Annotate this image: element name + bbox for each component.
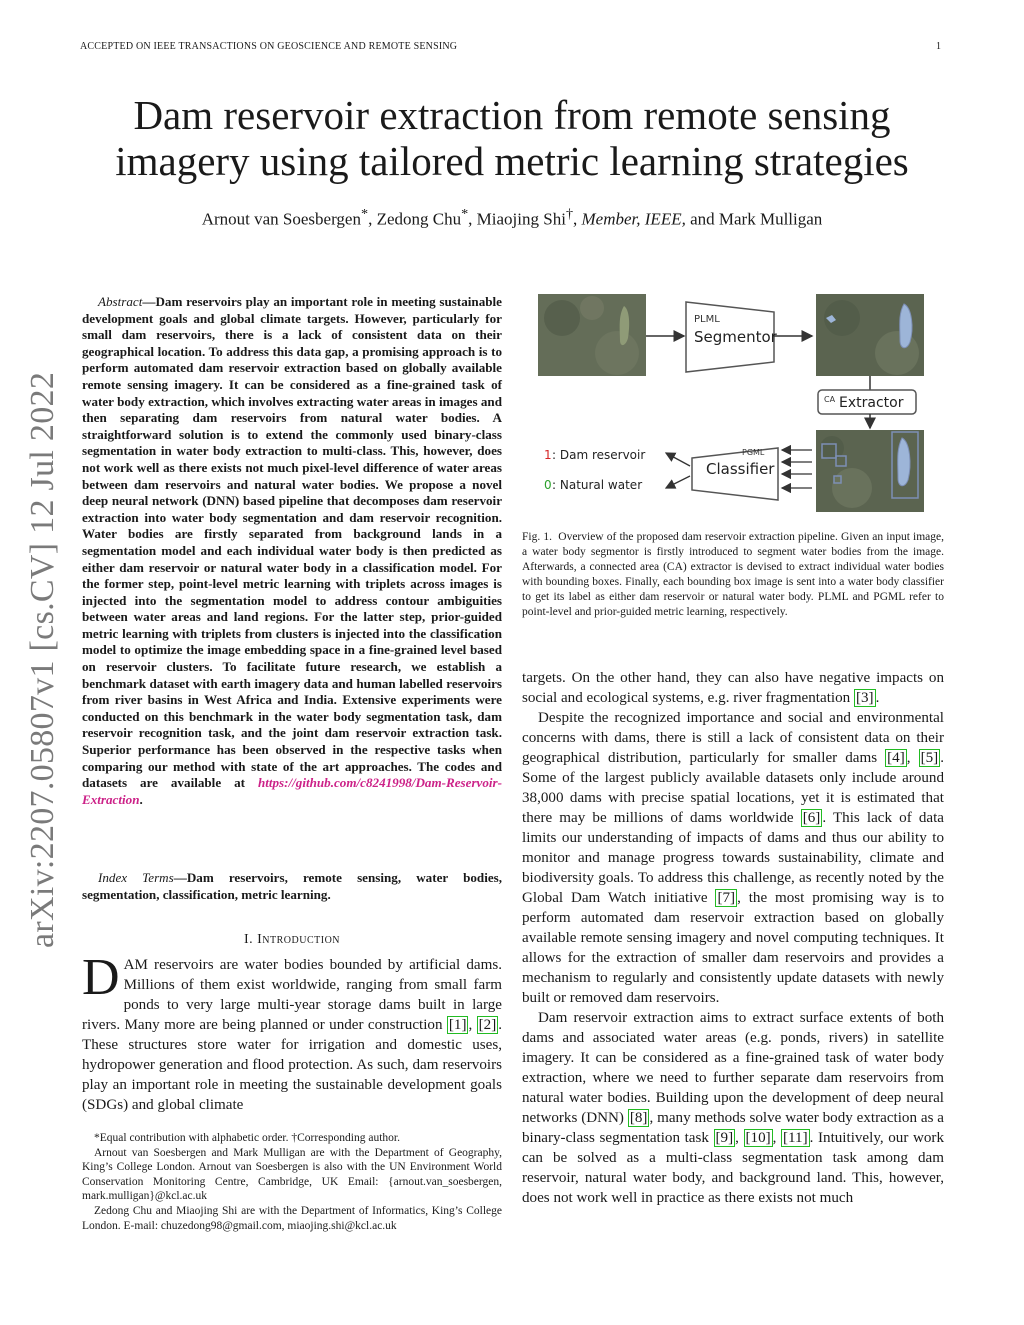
drop-cap: D [82,949,120,1006]
citation-link[interactable]: [1] [448,1017,467,1033]
citation-link[interactable]: [6] [802,810,821,826]
citation-link[interactable]: [2] [478,1017,497,1033]
section-title: Introduction [257,932,341,947]
paragraph-motivation: Despite the recognized importance and social and environmental concerns with dams, there is still a lack of consistent data on their geographical distribution, particularly for smaller dams [4] , [5] . Some of the largest publicly available datasets only include around 38,000 dams with precise spatial locations, yet it is estimated that there may be millions of dams worldwide [6] . This lack of data limits our understanding of impacts of dams and thus our ability to monitor and manage progress towards sustainability, climate and biodiversity goals. To address this challenge, as recently noted by the Global Dam Watch initiative [7] , the most promising way is to perform automated dam reservoir extraction based on globally available remote sensing imagery and novel computing techniques. It allows for the extraction of smaller dam reservoirs and provides a mechanism to regularly and consistently update datasets with newly built or removed dam reservoirs. [522,710,944,1006]
paragraph-continued: targets. On the other hand, they can also have negative impacts on social and ecological systems, e.g. river fragmentation [3] . [522,670,944,706]
segmentor-label: Segmentor [694,328,777,346]
author-1: Arnout van Soesbergen [201,209,361,229]
title-line-1: Dam reservoir extraction from remote sensing [133,92,891,138]
ca-extractor-block [818,390,916,414]
pgml-tag: PGML [742,448,765,457]
right-column-text [522,668,944,1208]
citation-link[interactable]: [9] [715,1130,734,1146]
classifier-label: Classifier [706,460,775,478]
input-satellite-image [538,294,646,376]
svg-text:: Dam reservoir: : Dam reservoir [552,448,646,462]
citation-link[interactable]: [5] [920,750,939,766]
plml-tag: PLML [694,314,720,325]
figure-caption [522,530,944,620]
figure-caption-text: Overview of the proposed dam reservoir extraction pipeline. Given an input image, a water body segmentor is firstly introduced to segment water bodies from the image. Afterwards, a connected area (CA) extractor is devised to extract individual water bodies with bounding boxes. Finally, each bounding box image is sent into a water body classifier to get its label as either dam reservoir or natural water body. PLML and PGML refer to point-level and prior-guided metric learning, respectively. [522,531,945,618]
figure-label: Fig. 1. [522,531,552,543]
segmentor-block [686,302,778,372]
corresponding-mark: † [565,206,574,222]
code-link[interactable]: https://github.com/c8241998/Dam-Reservoir-Extraction [82,775,502,807]
footnote-affiliation-2: Zedong Chu and Miaojing Shi are with the Department of Informatics, King’s College London. E-mail: chuzedong98@gmail.com, miaojing.shi@kcl.ac.uk [82,1204,502,1232]
extractor-label: Extractor [839,395,904,411]
author-list: Arnout van Soesbergen*, Zedong Chu*, Miaojing Shi†, Member, IEEE, and Mark Mulligan [201,206,823,229]
extracted-bounding-boxes-image [816,430,924,512]
citation-link[interactable]: [8] [629,1110,648,1126]
footnote-affiliation-1: Arnout van Soesbergen and Mark Mulligan are with the Department of Geography, King’s College London. Arnout van Soesbergen is also with the UN Environment World Conservation Monitoring Centre, Cambridge, UK Email: {arnout.van_soesbergen, mark.mulligan}@kcl.ac.uk [82,1146,502,1203]
svg-text:1: 1 [544,448,552,462]
section-heading: I. Introduction [243,932,341,947]
title-line-2: imagery using tailored metric learning strategies [115,138,909,184]
page-number: 1 [936,41,941,52]
member-ieee: Member, IEEE, [581,209,686,229]
author-4: and Mark Mulligan [685,209,823,229]
author-3: , Miaojing Shi [468,209,566,229]
index-terms-body: Dam reservoirs, remote sensing, water bodies, segmentation, classification, metric learning. [82,870,503,902]
footnotes [82,1131,502,1233]
classifier-block [692,448,778,500]
index-terms: Index Terms—Dam reservoirs, remote sensing, water bodies, segmentation, classification, metric learning. [82,870,503,902]
paper-title [80,92,944,184]
abstract-body: Dam reservoirs play an important role in meeting sustainable development goals and global climate targets. However, particularly for small dam reservoirs, there is a lack of consistent data on their geographical location. To address this data gap, a promising approach is to perform automated dam reservoir extraction based on globally available remote sensing imagery. It can be considered as a fine-grained task of water body extraction, which involves extracting water areas in images and then separating dam reservoirs from natural water bodies. A straightforward solution is to extend the commonly used binary-class segmentation in water body extraction to multi-class. This, however, does not work well as there exists not much pixel-level difference of water areas between dam reservoirs and natural water bodies. We propose a novel deep neural network (DNN) based pipeline that decomposes dam reservoir extraction into water body segmentation and dam reservoir recognition. Water bodies are firstly separated from background lands in a segmentation model and each individual water body is then predicted as either dam reservoir or natural water body in a classification model. For the former step, point-level metric learning with triplets across images is injected into the segmentation model to address contour ambiguities between water areas and land regions. For the latter step, prior-guided metric learning with triplets from clusters is injected into the classification model to optimize the image embedding space in a fine-grained level based on reservoir clusters. To facilitate future research, we establish a benchmark dataset with earth imagery data and human labelled reservoirs from river basins in West Africa and India. Extensive experiments were conducted on this benchmark in the water body segmentation task, dam reservoir recognition task, and the joint dam reservoir extraction task. Superior performance has been observed in the respective tasks when comparing our method with state of the art approaches. The codes and datasets are available at [82,294,502,791]
running-header: ACCEPTED ON IEEE TRANSACTIONS ON GEOSCIENCE AND REMOTE SENSING [80,41,458,52]
pipeline-diagram [532,288,944,520]
segmentation-output-image [816,294,924,376]
figure-pipeline [532,288,944,520]
svg-text:0: 0 [544,478,552,492]
author-2: , Zedong Chu [368,209,462,229]
output-label-dam [544,448,645,462]
citation-link[interactable]: [10] [745,1130,771,1146]
citation-link[interactable]: [3] [855,690,874,706]
svg-text:: Natural water: : Natural water [552,478,643,492]
citation-link[interactable]: [4] [887,750,905,766]
equal-contrib-mark: * [461,206,469,222]
paragraph-task-definition: Dam reservoir extraction aims to extract surface extents of both dams and associated water areas (e.g. ponds, rivers) in satellite imagery. It can be considered as a fine-grained task of water body extraction, where we need to further separate dam reservoirs from natural water bodies. Building upon the development of deep neural networks (DNN) [8] , many methods solve water body extraction as a binary-class segmentation task [9] , [10] , [11] . Intuitively, our work can be solved as a multi-class segmentation task among dam reservoir, natural water body, and background land. This, however, does not work well in practice as there exists not much [522,1010,945,1206]
citation-link[interactable]: [11] [783,1130,808,1146]
footnote-equal-contrib: *Equal contribution with alphabetic order. †Corresponding author. [94,1132,400,1144]
ca-tag: CA [824,395,836,404]
index-terms-label: Index Terms [98,870,174,885]
abstract: Abstract—Dam reservoirs play an important role in meeting sustainable development goals and global climate targets. However, particularly for small dam reservoirs, there is a lack of consistent data on their geographical location. To address this data gap, a promising approach is to perform automated dam reservoir extraction based on globally available remote sensing imagery. It can be considered as a fine-grained task of water body extraction, which involves extracting water areas in images and then separating dam reservoirs from natural water bodies. A straightforward solution is to extend the commonly used binary-class segmentation in water body extraction to multi-class. This, however, does not work well as there exists not much pixel-level difference of water areas between dam reservoirs and natural water bodies. We propose a novel deep neural network (DNN) based pipeline that decomposes dam reservoir extraction into water body segmentation and dam reservoir recognition. Water bodies are firstly separated from background lands in a segmentation model and each individual water body is then predicted as either dam reservoir or natural water body in a classification model. For the former step, point-level metric learning with triplets across images is injected into the segmentation model to address contour ambiguities between water areas and land regions. For the latter step, prior-guided metric learning with triplets from clusters is injected into the classification model to optimize the image embedding space in a fine-grained level based on reservoir clusters. To facilitate future research, we establish a benchmark dataset with earth imagery data and human labelled reservoirs from river basins in West Africa and India. Extensive experiments were conducted on this benchmark in the water body segmentation task, dam reservoir recognition task, and the joint dam reservoir extraction task. Superior performance has been observed in the respective tasks when comparing our method with state of the art approaches. The codes and datasets are available at https://github.com/c8241998/Dam-Reservoir-Extraction. [82,294,502,807]
intro-paragraph: DAM reservoirs are water bodies bounded by artificial dams. Millions of them exist worldwide, ranging from small farm ponds to very large multi-year storage dams built in large rivers. Many more are being planned or under construction [1] , [2] . These structures store water for irrigation and domestic uses, hydropower generation and flood protection. As such, dam reservoirs play an important role in meeting the sustainable development goals (SDGs) and global climate [82,949,503,1113]
citation-link[interactable]: [7] [717,890,736,906]
output-label-natural [544,478,642,492]
abstract-label: Abstract [98,294,143,309]
equal-contrib-mark: * [360,206,369,222]
arxiv-identifier: arXiv:2207.05807v1 [cs.CV] 12 Jul 2022 [24,371,61,948]
